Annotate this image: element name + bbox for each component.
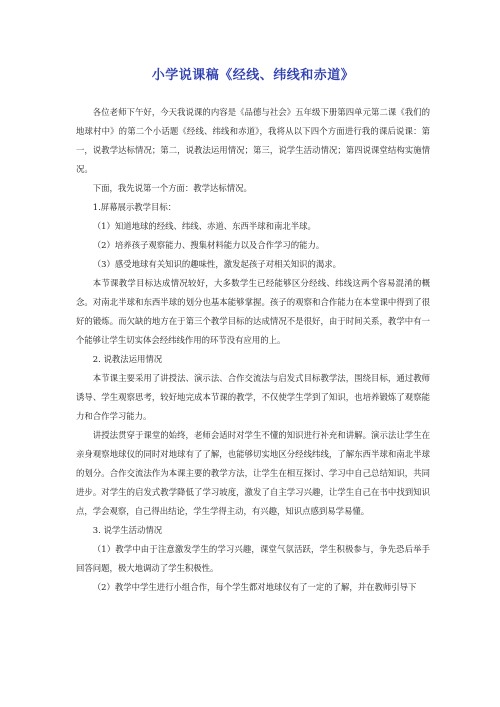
list-item-goal-2: （2）培养孩子观察能力、搜集材料能力以及合作学习的能力。 [92,240,325,250]
list-item-activity-2: （2）教学中学生进行小组合作，每个学生都对地球仪有了一定的了解，并在教师引导下 [92,582,417,592]
list-item-goal-3: （3）感受地球有关知识的趣味性，激发起孩子对相关知识的渴求。 [92,259,341,269]
paragraph-section-1-lead: 下面，我先说第一个方面：教学达标情况。 [92,183,252,193]
section-heading-2: 2. 说教法运用情况 [92,354,163,364]
paragraph-methods-detail: 讲授法贯穿于课堂的始终，老师会适时对学生不懂的知识进行补充和讲解。演示法让学生在亲身观察地球仪的同时对地球有了了解，也能够切实地区分经线纬线，了解东西半球和南北半球的划分。合作交流法作为本课主要的教学方法，让学生在相互探讨、学习中自己总结知识，共同进步。对学生的启发式教学降低了学习坡度，激发了自主学习兴趣，让学生自己在书中找到知识点，学会观察，自己得出结论，学生学得主动，有兴趣，知识点感到易学易懂。 [76,430,430,516]
document-body [76,103,430,597]
list-item-goal-1: （1）知道地球的经线、纬线、赤道、东西半球和南北半球。 [92,221,316,231]
paragraph-goals-heading: 1.屏幕展示教学目标： [92,202,177,212]
list-item-activity-1: （1）教学中由于注意激发学生的学习兴趣，课堂气氛活跃，学生积极参与，争先恐后举手回答问题，极大地调动了学生积极性。 [76,544,430,573]
section-heading-3: 3. 说学生活动情况 [92,525,163,535]
document-title: 小学说课稿《经线、纬线和赤道》 [151,68,355,83]
paragraph-methods: 本节课主要采用了讲授法、演示法、合作交流法与启发式目标教学法，围绕目标，通过教师诱导、学生观察思考，较好地完成本节课的教学，不仅使学生学到了知识，也培养锻炼了观察能力和合作学习能力。 [76,373,430,421]
paragraph-goal-assessment: 本节课教学目标达成情况较好，大多数学生已经能够区分经线、纬线这两个容易混淆的概念。对南北半球和东西半球的划分也基本能够掌握。孩子的观察和合作能力在本堂课中得到了很好的锻炼。而欠缺的地方在于第三个教学目标的达成情况不是很好，由于时间关系，教学中有一个能够让学生切实体会经纬线作用的环节没有应用的上。 [76,278,430,345]
paragraph-intro: 各位老师下午好，今天我说课的内容是《品德与社会》五年级下册第四单元第二课《我们的地球村中》的第二个小话题《经线、纬线和赤道》，我将从以下四个方面进行我的课后说课：第一，说教学达标情况；第二，说教法运用情况；第三，说学生活动情况；第四说课堂结构实施情况。 [76,107,430,174]
